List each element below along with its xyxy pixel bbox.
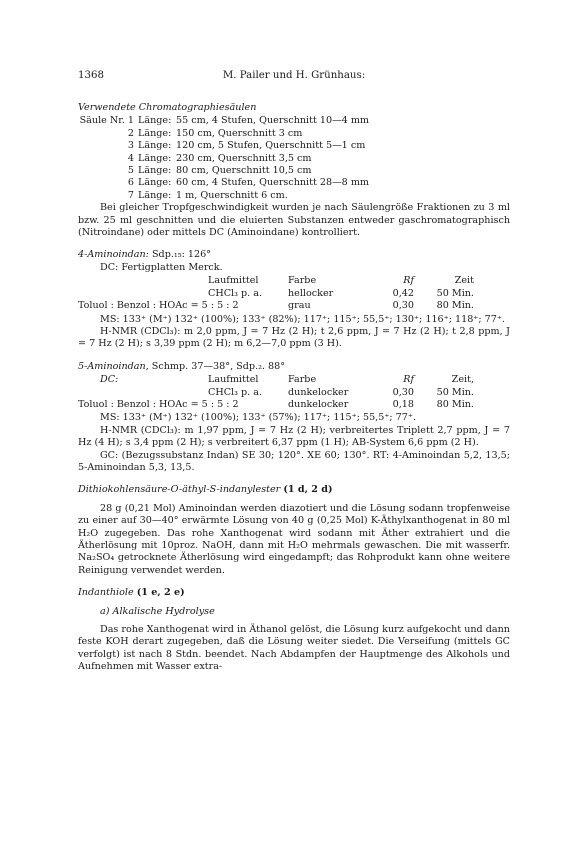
table-cell: CHCl₃ p. a. [208, 386, 263, 398]
fraction-paragraph: Bei gleicher Tropfgeschwindigkeit wurden je nach Säulengröße Fraktionen zu 3 ml bzw. 25 ml geschnitten und die eluierten Substanzen entweder gaschromatographisch (Nitroindane) oder mittels DC (Aminoindane) kontrolliert. [78, 202, 510, 239]
aminoindan4-heading [78, 249, 510, 261]
dithio-heading [78, 484, 510, 496]
column-number: 5 [127, 165, 134, 177]
aminoindan4-dc: DC: Fertigplatten Merck. [100, 261, 223, 273]
table-header-cell: Zeit, [451, 374, 474, 386]
table-cell: 50 Min. [436, 287, 474, 299]
table-cell: hellocker [288, 287, 334, 299]
aminoindan5-melting-point: Schmp. 37—38°, Sdp.₂. 88° [151, 360, 286, 372]
page-number: 1368 [78, 70, 104, 81]
aminoindan4-ms: MS: 133⁺ (M⁺) 132⁺ (100%); 133⁺ (82%); 117⁺; 115⁺; 55,5⁺; 130⁺; 116⁺; 118⁺; 77⁺. [100, 313, 505, 325]
table-header-cell [78, 275, 208, 287]
column-number: 2 [127, 127, 134, 139]
column-row [78, 165, 510, 177]
table-cell: 50 Min. [436, 386, 474, 398]
table-cell: 0,30 [392, 300, 414, 312]
dithio-paragraph: 28 g (0,21 Mol) Aminoindan werden diazotiert und die Lösung sodann tropfenweise zu einer auf 30—40° erwärmte Lösung von 40 g (0,25 Mol) K-Äthylxanthogenat in 80 ml H₂O zugegeben. Das rohe Xanthogenat wird sodann mit Äther extrahiert und die Ätherlösung mit 10proz. NaOH, dann mit H₂O mehrmals gewaschen. Die mit wasserfr. Na₂SO₄ getrocknete Ätherlösung wird eingedampft; das Rohprodukt kann ohne weitere Reinigung verwendet werden. [78, 502, 510, 576]
table-row [78, 399, 510, 411]
column-description: 1 m, Querschnitt 6 cm. [176, 189, 288, 201]
columns-list [78, 115, 510, 202]
table-header-cell: Laufmittel [208, 374, 259, 386]
table-header-row [78, 374, 510, 386]
table-cell: grau [288, 300, 311, 312]
column-row [78, 190, 510, 202]
indanthiole-paragraph: Das rohe Xanthogenat wird in Äthanol gelöst, die Lösung kurz aufgekocht und dann feste KOH derart zugegeben, daß die Lösung weiter siedet. Die Verseifung (mittels GC verfolgt) ist nach 8 Stdn. beendet. Nach Abdampfen der Hauptmenge des Alkohols und Aufnehmen mit Wasser extra- [78, 624, 510, 673]
table-header-cell: Rf [403, 374, 414, 386]
column-number: 4 [127, 152, 134, 164]
column-description: 80 cm, Querschnitt 10,5 cm [176, 165, 312, 177]
page [78, 70, 510, 674]
table-cell: 80 Min. [436, 398, 474, 410]
aminoindan4-title: 4-Aminoindan: [78, 249, 149, 261]
table-cell [78, 387, 208, 399]
table-header-cell: Farbe [288, 374, 317, 386]
column-length-label: Länge: [138, 189, 172, 201]
columns-heading: Verwendete Chromatographiesäulen [78, 102, 257, 113]
column-length-label: Länge: [138, 140, 172, 152]
column-row [78, 140, 510, 152]
aminoindan5-nmr: H-NMR (CDCl₃): m 1,97 ppm, J = 7 Hz (2 H); verbreitertes Triplett 2,7 ppm, J = 7 Hz (4 H); s 3,4 ppm (2 H); s verbreitert 6,37 ppm (1 H); AB-System 6,6 ppm (2 H). [78, 424, 510, 449]
column-row [78, 128, 510, 140]
indanthiole-heading [78, 587, 510, 599]
table-cell: 0,30 [392, 386, 414, 398]
table-cell: Toluol : Benzol : HOAc = 5 : 5 : 2 [78, 300, 239, 312]
column-number: Säule Nr. 1 [79, 115, 134, 127]
column-description: 55 cm, 4 Stufen, Querschnitt 10—4 mm [176, 115, 370, 127]
table-header-cell: Rf [403, 275, 414, 287]
aminoindan5-dc-table [78, 374, 510, 411]
table-cell: dunkelocker [288, 386, 349, 398]
aminoindan4-dc-table [78, 275, 510, 312]
dithio-compounds: (1 d, 2 d) [283, 484, 333, 496]
column-number: 7 [127, 189, 134, 201]
aminoindan4-boiling-point: Sdp.₁₅: 126° [151, 249, 211, 261]
table-header-cell: Laufmittel [208, 275, 259, 287]
column-length-label: Länge: [138, 152, 172, 164]
table-cell: CHCl₃ p. a. [208, 287, 263, 299]
aminoindan5-ms: MS: 133⁺ (M⁺) 132⁺ (100%); 133⁺ (57%); 117⁺; 115⁺; 55,5⁺; 77⁺. [100, 412, 417, 424]
table-cell: Toluol : Benzol : HOAc = 5 : 5 : 2 [78, 398, 239, 410]
table-header-cell: DC: [100, 374, 119, 386]
table-row [78, 300, 510, 312]
running-title: M. Pailer und H. Grünhaus: [222, 70, 366, 81]
column-row [78, 115, 510, 127]
column-number: 6 [127, 177, 134, 189]
indanthiole-subheading: a) Alkalische Hydrolyse [100, 605, 215, 617]
indanthiole-title: Indanthiole [78, 587, 134, 599]
table-cell: 80 Min. [436, 300, 474, 312]
table-row [78, 288, 510, 300]
aminoindan5-heading [78, 361, 510, 373]
aminoindan5-gc: GC: (Bezugssubstanz Indan) SE 30; 120°. XE 60; 130°. RT: 4-Aminoindan 5,2, 13,5; 5-Aminoindan 5,3, 13,5. [78, 449, 510, 473]
column-length-label: Länge: [138, 177, 172, 189]
running-header [78, 70, 510, 84]
table-header-cell: Farbe [288, 275, 317, 287]
column-length-label: Länge: [138, 127, 172, 139]
aminoindan4-nmr: H-NMR (CDCl₃): m 2,0 ppm, J = 7 Hz (2 H); t 2,6 ppm, J = 7 Hz (2 H); t 2,8 ppm, J = 7 Hz (2 H); s 3,39 ppm (2 H); m 6,2—7,0 ppm (3 H). [78, 325, 510, 350]
table-cell: 0,18 [392, 398, 414, 410]
table-header-row [78, 275, 510, 287]
table-cell: dunkelocker [288, 398, 349, 410]
dithio-title: Dithiokohlensäure-O-äthyl-S-indanylester [78, 484, 281, 496]
table-row [78, 387, 510, 399]
table-cell [78, 288, 208, 300]
column-description: 120 cm, 5 Stufen, Querschnitt 5—1 cm [176, 140, 366, 152]
aminoindan5-title: 5-Aminoindan, [78, 360, 149, 372]
column-description: 150 cm, Querschnitt 3 cm [176, 127, 303, 139]
column-number: 3 [127, 140, 134, 152]
column-length-label: Länge: [138, 165, 172, 177]
column-row [78, 177, 510, 189]
table-header-cell: Zeit [454, 275, 474, 287]
column-length-label: Länge: [138, 115, 172, 127]
table-cell: 0,42 [392, 287, 414, 299]
column-row [78, 153, 510, 165]
column-description: 60 cm, 4 Stufen, Querschnitt 28—8 mm [176, 177, 370, 189]
column-description: 230 cm, Querschnitt 3,5 cm [176, 152, 312, 164]
indanthiole-compounds: (1 e, 2 e) [136, 587, 185, 599]
